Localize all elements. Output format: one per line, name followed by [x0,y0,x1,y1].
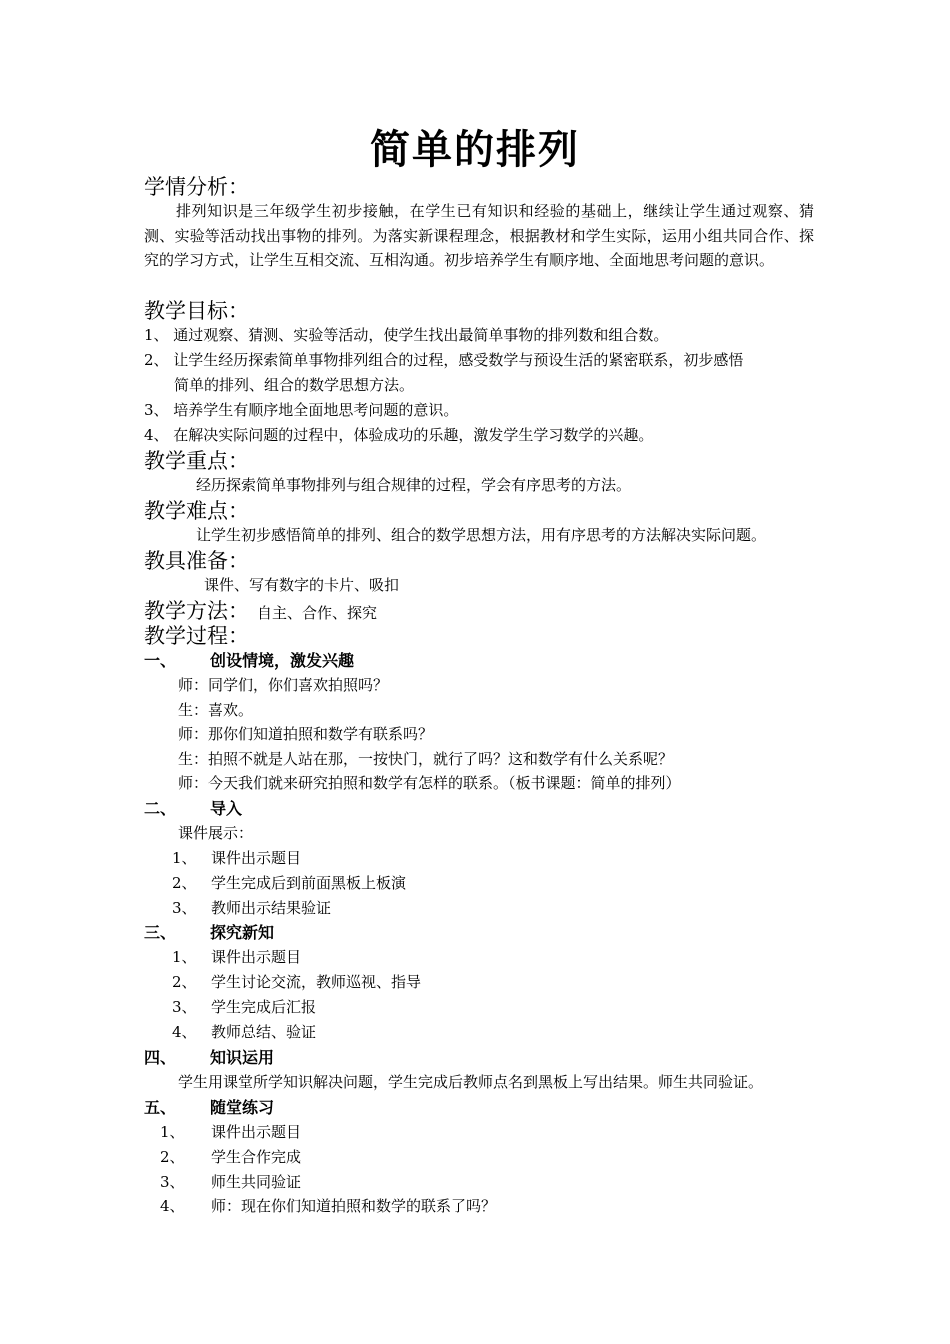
difficulty-text: 让学生初步感悟简单的排列、组合的数学思想方法，用有序思考的方法解决实际问题。 [196,526,767,544]
section-3-title: 探究新知 [210,923,275,942]
section-3-item-2-number: 2、 [172,973,197,991]
process-heading: 教学过程： [144,624,249,648]
section-5-title: 随堂练习 [210,1098,275,1117]
section-2-item-1: 课件出示题目 [211,849,302,867]
section-2-number: 二、 [144,799,177,818]
document-title: 简单的排列 [370,127,580,173]
dialogue-line-1: 师：同学们，你们喜欢拍照吗？ [178,676,389,694]
tools-heading: 教具准备： [144,549,249,573]
section-1-number: 一、 [144,651,177,670]
section-2-item-3-number: 3、 [172,899,197,917]
section-4-text: 学生用课堂所学知识解决问题，学生完成后教师点名到黑板上写出结果。师生共同验证。 [178,1073,764,1091]
section-3-number: 三、 [144,923,177,942]
section-3-heading [144,920,274,945]
dialogue-line-3: 师：那你们知道拍照和数学有联系吗？ [178,725,434,743]
difficulty-heading: 教学难点： [144,499,249,523]
goals-heading: 教学目标： [144,299,249,323]
section-5-item-1: 课件出示题目 [211,1123,302,1141]
section-4-title: 知识运用 [210,1048,275,1067]
section-1-title: 创设情境，激发兴趣 [210,651,355,670]
section-5-item-3-number: 3、 [160,1173,185,1191]
section-1-heading [144,648,354,673]
section-2-item-3: 教师出示结果验证 [211,899,332,917]
dialogue-line-4: 生：拍照不就是人站在那，一按快门，就行了吗？这和数学有什么关系呢？ [178,750,674,768]
section-5-heading [144,1095,274,1120]
analysis-heading: 学情分析： [144,175,249,199]
section-3-item-3: 学生完成后汇报 [211,998,317,1016]
section-4-number: 四、 [144,1048,177,1067]
key-points-heading: 教学重点： [144,449,249,473]
analysis-paragraph: 排列知识是三年级学生初步接触，在学生已有知识和经验的基础上，继续让学生通过观察、猜测、实验等活动找出事物的排列。为落实新课程理念，根据教材和学生实际，运用小组共同合作、探究的学习方式，让学生互相交流、互相沟通。初步培养学生有顺序地、全面地思考问题的意识。 [144,202,814,269]
goal-item-2-continued: 简单的排列、组合的数学思想方法。 [174,376,415,394]
tools-text: 课件、写有数字的卡片、吸扣 [204,576,400,594]
section-2-item-2-number: 2、 [172,874,197,892]
section-5-number: 五、 [144,1098,177,1117]
goal-item-3: 3、 培养学生有顺序地全面地思考问题的意识。 [144,401,459,419]
section-5-item-3: 师生共同验证 [211,1173,302,1191]
section-2-intro: 课件展示： [178,824,254,842]
section-2-item-1-number: 1、 [172,849,197,867]
section-3-item-4-number: 4、 [172,1023,197,1041]
section-5-item-4: 师：现在你们知道拍照和数学的联系了吗？ [211,1197,497,1215]
section-5-item-1-number: 1、 [160,1123,185,1141]
section-2-title: 导入 [210,799,243,818]
section-3-item-3-number: 3、 [172,998,197,1016]
section-2-item-2: 学生完成后到前面黑板上板演 [211,874,407,892]
goal-item-2: 2、 让学生经历探索简单事物排列组合的过程，感受数学与预设生活的紧密联系，初步感悟 [144,351,744,369]
section-5-item-2: 学生合作完成 [211,1148,302,1166]
section-5-item-4-number: 4、 [160,1197,185,1215]
section-5-item-2-number: 2、 [160,1148,185,1166]
dialogue-line-5: 师：今天我们就来研究拍照和数学有怎样的联系。（板书课题：简单的排列） [178,774,681,792]
section-4-heading [144,1045,274,1070]
method-text: 自主、合作、探究 [257,604,378,622]
section-3-item-2: 学生讨论交流，教师巡视、指导 [211,973,422,991]
goal-item-1: 1、 通过观察、猜测、实验等活动，使学生找出最简单事物的排列数和组合数。 [144,326,669,344]
dialogue-line-2: 生：喜欢。 [178,701,254,719]
section-3-item-4: 教师总结、验证 [211,1023,317,1041]
method-heading-label: 教学方法： [144,599,249,623]
section-2-heading [144,796,242,821]
goal-item-4: 4、 在解决实际问题的过程中，体验成功的乐趣，激发学生学习数学的兴趣。 [144,426,654,444]
section-3-item-1-number: 1、 [172,948,197,966]
key-points-text: 经历探索简单事物排列与组合规律的过程，学会有序思考的方法。 [196,476,632,494]
section-3-item-1: 课件出示题目 [211,948,302,966]
